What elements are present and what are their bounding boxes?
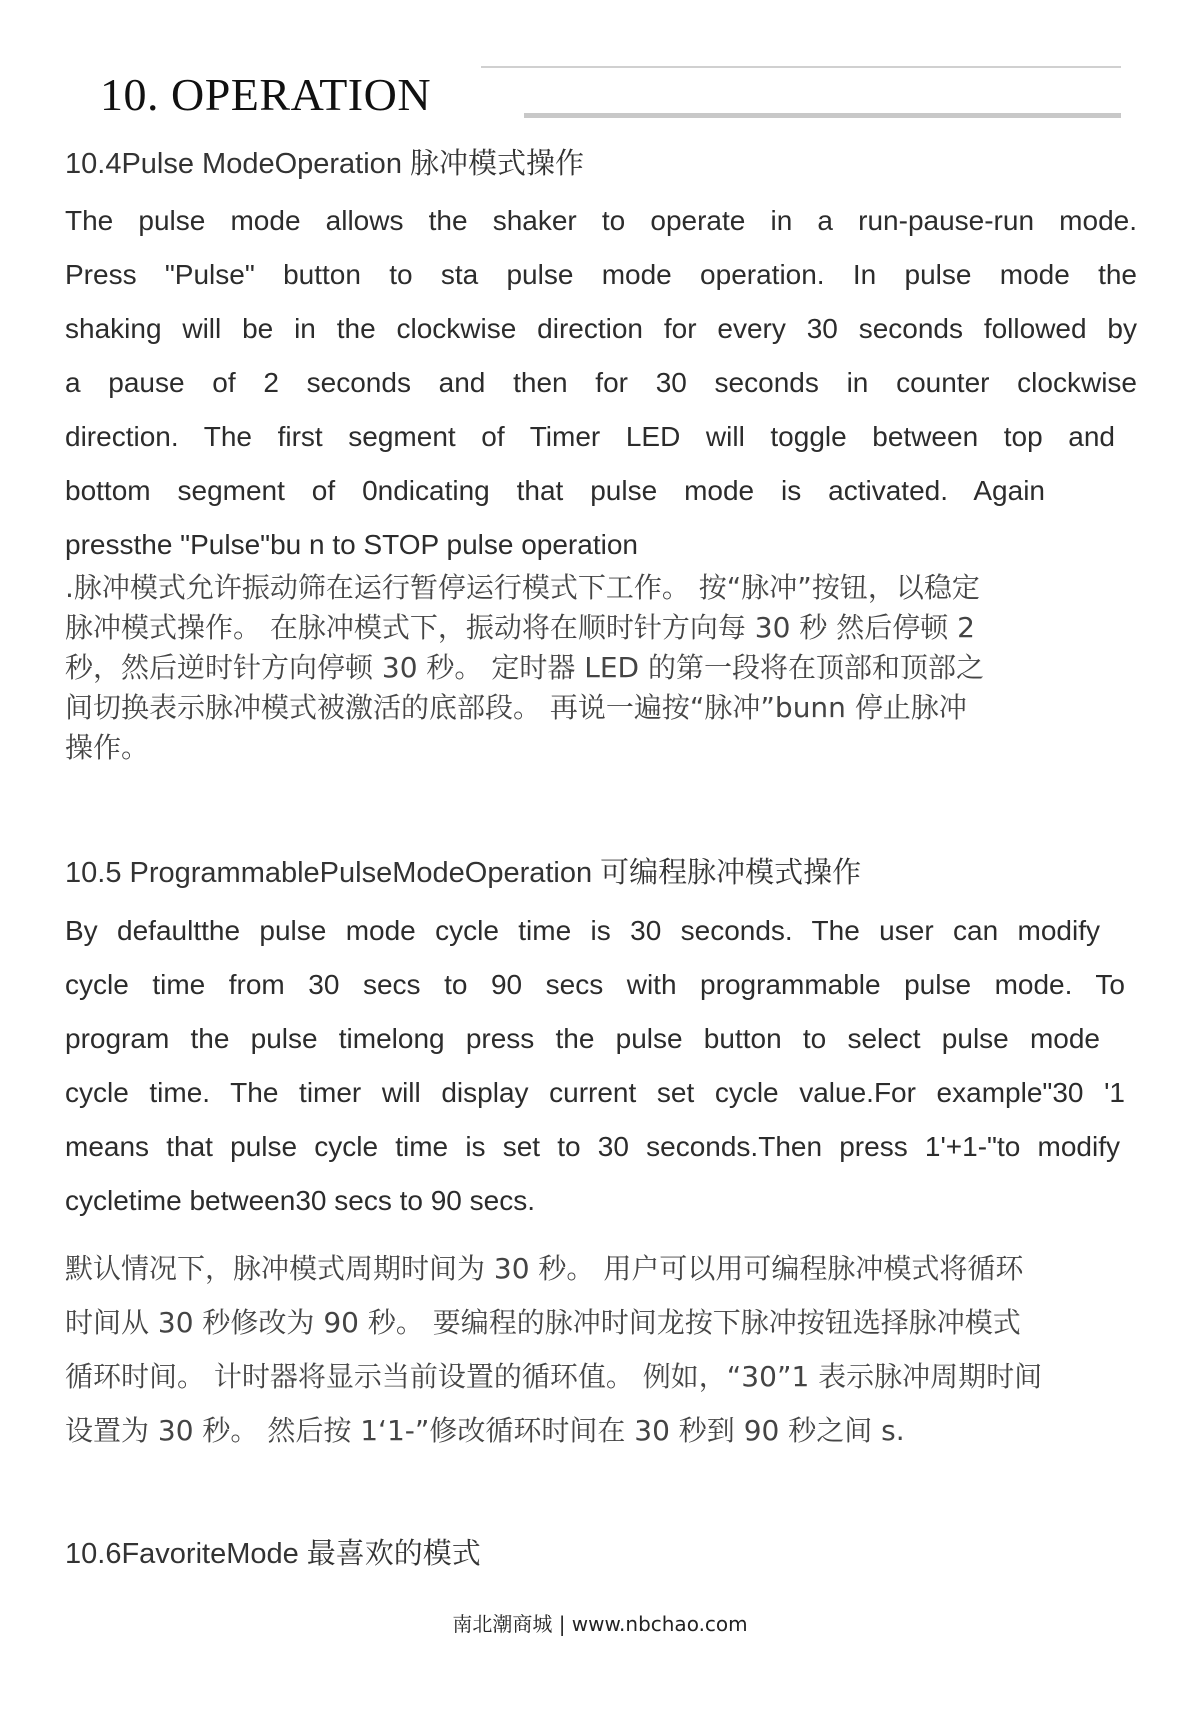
paragraph-line-zh: 脉冲模式操作。 在脉冲模式下，振动将在顺时针方向每 30 秒 然后停顿 2 xyxy=(65,611,975,644)
section-heading-10-4: 10.4Pulse ModeOperation 脉冲模式操作 xyxy=(65,148,584,180)
footer-watermark: 南北潮商城 | www.nbchao.com xyxy=(452,1612,748,1636)
paragraph-line-zh: 时间从 30 秒修改为 90 秒。 要编程的脉冲时间龙按下脉冲按钮选择脉冲模式 xyxy=(65,1306,1021,1339)
paragraph-line-zh: 秒，然后逆时针方向停顿 30 秒。 定时器 LED 的第一段将在顶部和顶部之 xyxy=(65,651,984,684)
paragraph-line: The pulse mode allows the shaker to operate in a run-pause-run mode. xyxy=(65,205,1137,236)
header-rule-bottom xyxy=(524,113,1121,118)
paragraph-line-zh: 间切换表示脉冲模式被激活的底部段。 再说一遍按“脉冲”bunn 停止脉冲 xyxy=(65,691,967,724)
paragraph-line-zh: 设置为 30 秒。 然后按 1‘1-”修改循环时间在 30 秒到 90 秒之间 s. xyxy=(65,1414,905,1447)
section-heading-10-5: 10.5 ProgrammablePulseModeOperation 可编程脉冲模式操作 xyxy=(65,857,862,889)
paragraph-line-zh: 操作。 xyxy=(65,731,150,764)
paragraph-line: program the pulse timelong press the pulse button to select pulse mode xyxy=(65,1023,1100,1054)
paragraph-line: means that pulse cycle time is set to 30 seconds.Then press 1'+1-"to modify xyxy=(65,1131,1120,1162)
paragraph-line: Press "Pulse" button to sta pulse mode operation. In pulse mode the xyxy=(65,259,1137,290)
paragraph-line-zh: 默认情况下，脉冲模式周期时间为 30 秒。 用户可以用可编程脉冲模式将循环 xyxy=(65,1252,1024,1285)
header-rule-top xyxy=(481,66,1121,68)
section-heading-10-6: 10.6FavoriteMode 最喜欢的模式 xyxy=(65,1538,481,1570)
paragraph-line: bottom segment of 0ndicating that pulse mode is activated. Again xyxy=(65,475,1045,506)
paragraph-line: pressthe "Pulse"bu n to STOP pulse operation xyxy=(65,529,638,560)
paragraph-line: cycle time. The timer will display current set cycle value.For example"30 '1 xyxy=(65,1077,1125,1108)
paragraph-line: By defaultthe pulse mode cycle time is 30 seconds. The user can modify xyxy=(65,915,1100,946)
paragraph-line: a pause of 2 seconds and then for 30 seconds in counter clockwise xyxy=(65,367,1137,398)
paragraph-line-zh: .脉冲模式允许振动筛在运行暂停运行模式下工作。 按“脉冲”按钮，以稳定 xyxy=(65,571,980,604)
paragraph-line-zh: 循环时间。 计时器将显示当前设置的循环值。 例如，“30”1 表示脉冲周期时间 xyxy=(65,1360,1043,1393)
page-title: 10. OPERATION xyxy=(100,69,432,120)
paragraph-line: direction. The first segment of Timer LED will toggle between top and xyxy=(65,421,1115,452)
paragraph-line: cycle time from 30 secs to 90 secs with programmable pulse mode. To xyxy=(65,969,1125,1000)
paragraph-line: cycletime between30 secs to 90 secs. xyxy=(65,1185,536,1216)
paragraph-line: shaking will be in the clockwise direction for every 30 seconds followed by xyxy=(65,313,1137,344)
